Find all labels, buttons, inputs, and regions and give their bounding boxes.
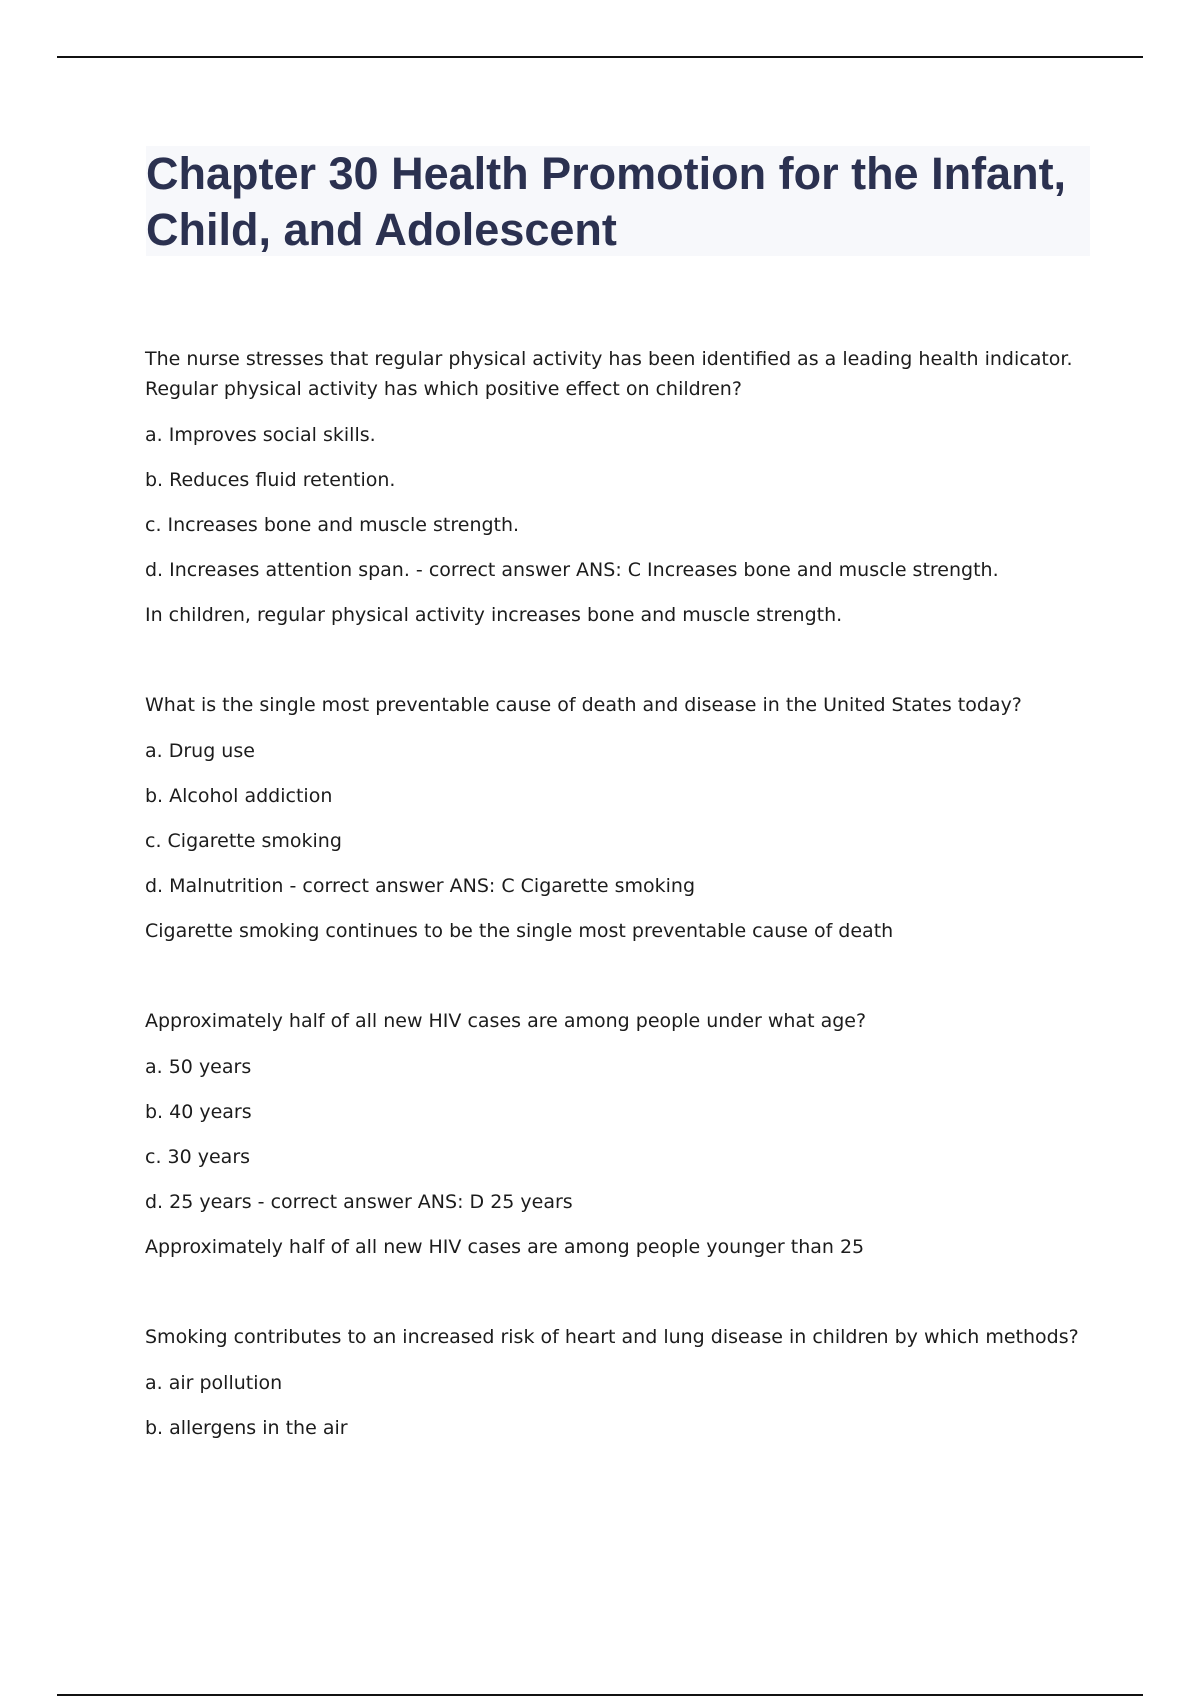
question-block [145, 1322, 1095, 1443]
page-title: Chapter 30 Health Promotion for the Infant, Child, and Adolescent [146, 148, 1067, 255]
answer-option: a. Improves social skills. [145, 424, 376, 446]
question-block [145, 690, 1095, 946]
top-rule [57, 56, 1143, 58]
answer-option: b. 40 years [145, 1101, 252, 1123]
answer-option: a. air pollution [145, 1372, 283, 1394]
answer-option: b. allergens in the air [145, 1417, 348, 1439]
document-body [145, 344, 1095, 1458]
answer-option: a. Drug use [145, 740, 255, 762]
answer-option-correct: d. Increases attention span. - correct answer ANS: C Increases bone and muscle strength. [145, 559, 999, 581]
answer-option-correct: d. Malnutrition - correct answer ANS: C Cigarette smoking [145, 875, 696, 897]
answer-option-correct: d. 25 years - correct answer ANS: D 25 years [145, 1191, 573, 1213]
question-block [145, 344, 1095, 630]
question-text: Approximately half of all new HIV cases are among people under what age? [145, 1010, 867, 1032]
answer-option: c. Cigarette smoking [145, 830, 342, 852]
answer-option: c. Increases bone and muscle strength. [145, 514, 520, 536]
bottom-rule [57, 1694, 1143, 1696]
answer-explanation: Approximately half of all new HIV cases are among people younger than 25 [145, 1236, 865, 1258]
answer-explanation: Cigarette smoking continues to be the single most preventable cause of death [145, 920, 894, 942]
question-text: The nurse stresses that regular physical activity has been identified as a leading health indicator. Regular physical activity has which positive effect on children? [145, 348, 1073, 400]
answer-option: a. 50 years [145, 1056, 252, 1078]
question-text: Smoking contributes to an increased risk of heart and lung disease in children by which methods? [145, 1326, 1079, 1348]
answer-option: c. 30 years [145, 1146, 251, 1168]
spacer [145, 1277, 1095, 1322]
answer-explanation: In children, regular physical activity increases bone and muscle strength. [145, 604, 843, 626]
spacer [145, 645, 1095, 690]
answer-option: b. Alcohol addiction [145, 785, 333, 807]
question-text: What is the single most preventable cause of death and disease in the United States today? [145, 694, 1022, 716]
question-block [145, 1006, 1095, 1262]
answer-option: b. Reduces fluid retention. [145, 469, 396, 491]
spacer [145, 961, 1095, 1006]
